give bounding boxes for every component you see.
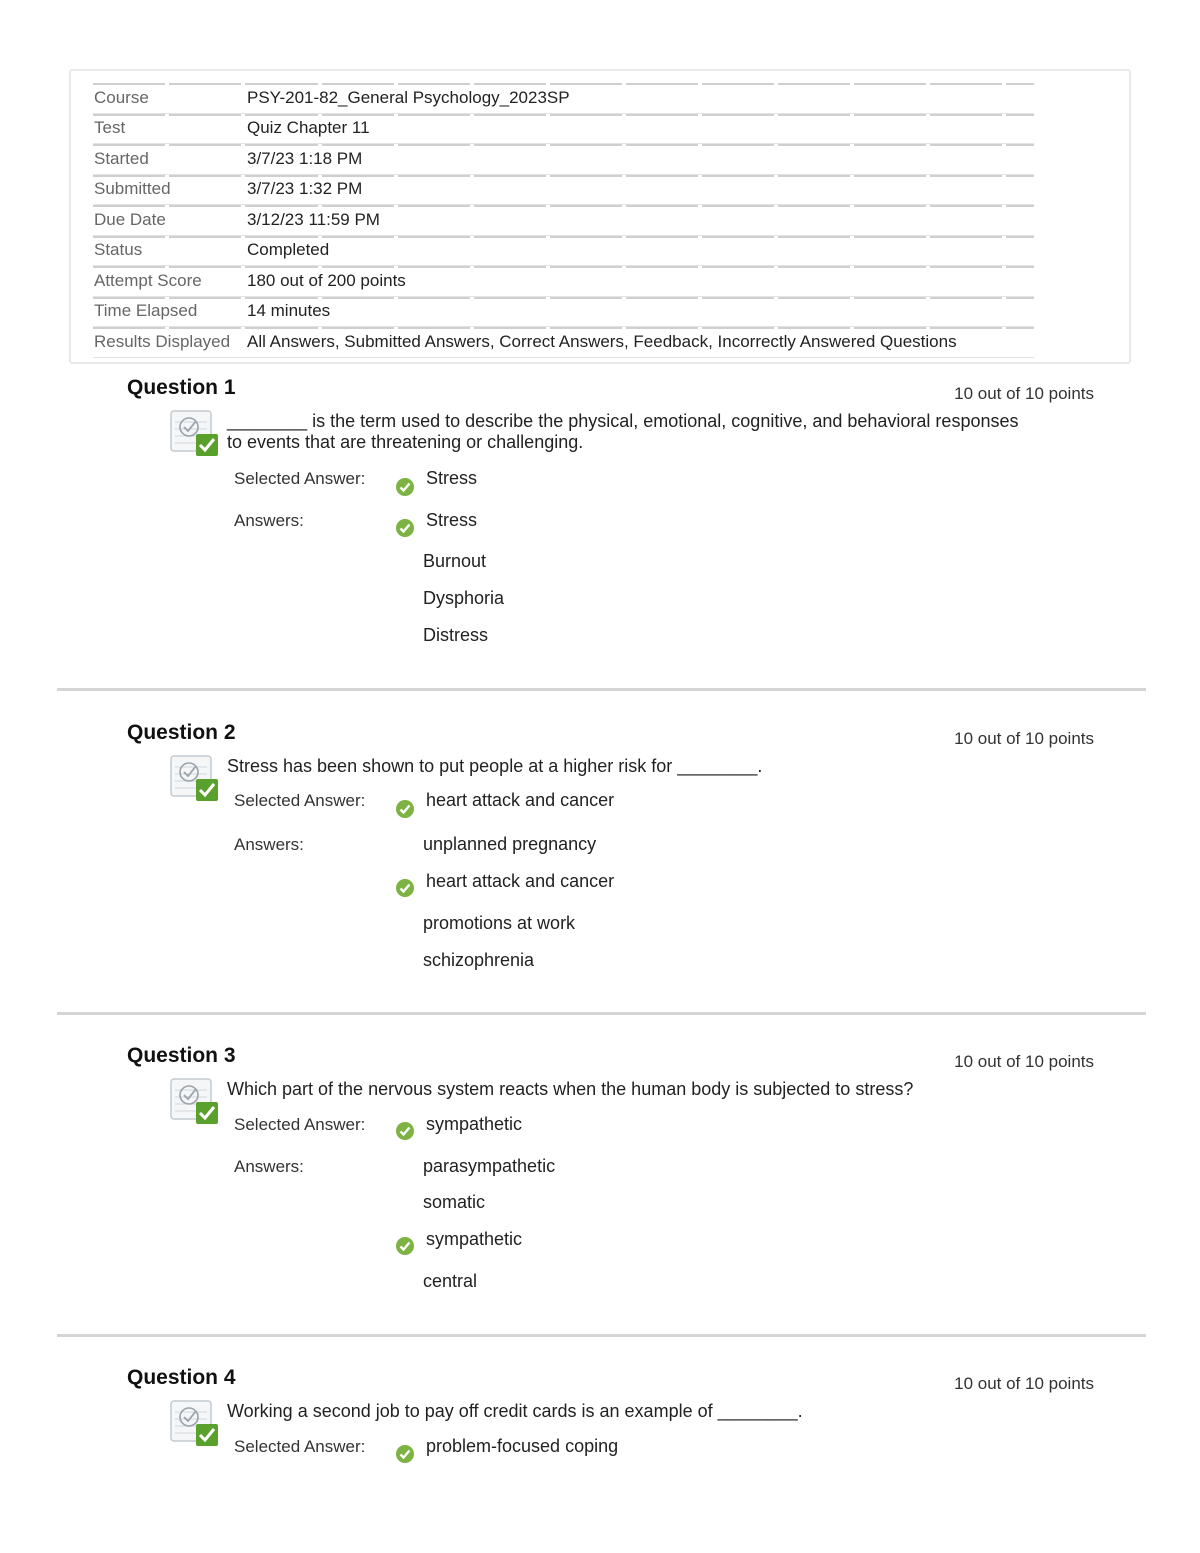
summary-label: Results Displayed — [93, 327, 246, 358]
question-text — [227, 411, 1097, 453]
answer-option: promotions at work — [423, 913, 576, 933]
selected-answer-value: heart attack and cancer — [426, 790, 615, 810]
question-points: 10 out of 10 points — [954, 729, 1094, 748]
answers-label: Answers: — [234, 835, 304, 854]
question-divider — [57, 1334, 1146, 1337]
summary-row-test — [93, 113, 1034, 144]
summary-label: Status — [93, 235, 246, 266]
summary-label: Attempt Score — [93, 266, 246, 297]
answer-option: sympathetic — [426, 1229, 523, 1249]
summary-row-attempt-score — [93, 266, 1034, 297]
summary-value: 3/7/23 1:32 PM — [246, 174, 1034, 205]
answer-option: Distress — [423, 625, 489, 645]
summary-label: Test — [93, 113, 246, 144]
summary-row-started — [93, 144, 1034, 175]
correct-check-icon — [395, 799, 415, 819]
question-title: Question 2 — [127, 721, 236, 744]
correct-check-icon — [395, 1236, 415, 1256]
selected-answer-label: Selected Answer: — [234, 1437, 366, 1456]
answer-option: parasympathetic — [423, 1156, 556, 1176]
answers-label: Answers: — [234, 511, 304, 530]
correct-check-icon — [395, 878, 415, 898]
correct-check-icon — [395, 1121, 415, 1141]
question-graded-correct-icon — [170, 1399, 220, 1449]
selected-answer-value: sympathetic — [426, 1114, 523, 1134]
selected-answer-label: Selected Answer: — [234, 469, 366, 488]
summary-row-course — [93, 83, 1034, 113]
answer-option: unplanned pregnancy — [423, 834, 597, 854]
summary-label: Submitted — [93, 174, 246, 205]
test-summary-table — [93, 83, 1034, 358]
question-text-line: Stress has been shown to put people at a higher risk for ________. — [227, 756, 763, 776]
summary-value: All Answers, Submitted Answers, Correct Answers, Feedback, Incorrectly Answered Questions — [246, 327, 1034, 358]
summary-value: 180 out of 200 points — [246, 266, 1034, 297]
summary-row-submitted — [93, 174, 1034, 205]
answer-option: Burnout — [423, 551, 487, 571]
answer-option: somatic — [423, 1192, 486, 1212]
test-summary-panel — [69, 69, 1131, 364]
question-points: 10 out of 10 points — [954, 1374, 1094, 1393]
selected-answer-label: Selected Answer: — [234, 1115, 366, 1134]
question-text-line: Working a second job to pay off credit cards is an example of ________. — [227, 1401, 803, 1421]
question-title: Question 1 — [127, 376, 236, 399]
summary-value: 14 minutes — [246, 296, 1034, 327]
summary-row-due-date — [93, 205, 1034, 236]
question-text-line: ________ is the term used to describe the physical, emotional, cognitive, and behavioral responses — [227, 411, 1019, 431]
summary-row-results-displayed — [93, 327, 1034, 358]
summary-label: Course — [93, 83, 246, 113]
answer-option: heart attack and cancer — [426, 871, 615, 891]
question-text — [227, 1401, 1097, 1422]
summary-value: Completed — [246, 235, 1034, 266]
summary-value: PSY-201-82_General Psychology_2023SP — [246, 83, 1034, 113]
question-text — [227, 1079, 1097, 1100]
question-graded-correct-icon — [170, 754, 220, 804]
question-title: Question 3 — [127, 1044, 236, 1067]
summary-value: 3/7/23 1:18 PM — [246, 144, 1034, 175]
question-graded-correct-icon — [170, 409, 220, 459]
selected-answer-value: problem-focused coping — [426, 1436, 619, 1456]
question-divider — [57, 1012, 1146, 1015]
question-points: 10 out of 10 points — [954, 1052, 1094, 1071]
question-graded-correct-icon — [170, 1077, 220, 1127]
answers-label: Answers: — [234, 1157, 304, 1176]
summary-row-status — [93, 235, 1034, 266]
selected-answer-value: Stress — [426, 468, 478, 488]
summary-label: Time Elapsed — [93, 296, 246, 327]
question-text — [227, 756, 1097, 777]
summary-value: Quiz Chapter 11 — [246, 113, 1034, 144]
summary-label: Started — [93, 144, 246, 175]
question-text-line: Which part of the nervous system reacts when the human body is subjected to stress? — [227, 1079, 914, 1099]
selected-answer-label: Selected Answer: — [234, 791, 366, 810]
answer-option: central — [423, 1271, 478, 1291]
correct-check-icon — [395, 477, 415, 497]
summary-label: Due Date — [93, 205, 246, 236]
answer-option: Stress — [426, 510, 478, 530]
summary-value: 3/12/23 11:59 PM — [246, 205, 1034, 236]
question-divider — [57, 688, 1146, 691]
question-text-line: to events that are threatening or challenging. — [227, 432, 584, 452]
question-points: 10 out of 10 points — [954, 384, 1094, 403]
correct-check-icon — [395, 518, 415, 538]
correct-check-icon — [395, 1444, 415, 1464]
question-title: Question 4 — [127, 1366, 236, 1389]
answer-option: schizophrenia — [423, 950, 535, 970]
answer-option: Dysphoria — [423, 588, 505, 608]
summary-row-time-elapsed — [93, 296, 1034, 327]
